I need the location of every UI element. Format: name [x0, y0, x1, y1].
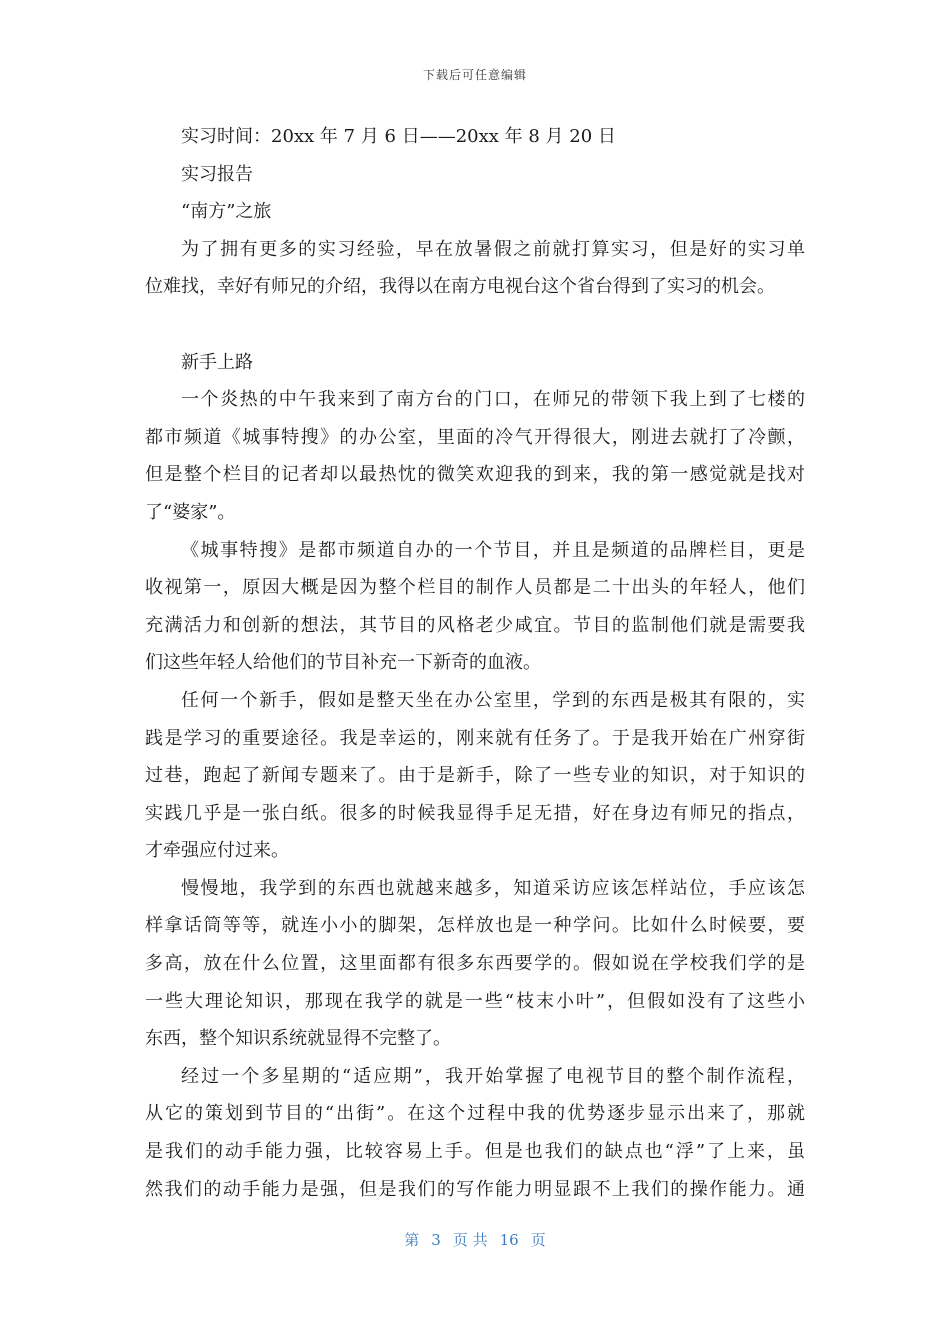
page-label-prefix: 第 — [404, 1231, 420, 1249]
total-pages-number: 16 — [499, 1231, 519, 1249]
section-title-nanfang: “南方”之旅 — [181, 201, 272, 223]
page-footer — [0, 1229, 950, 1250]
paragraph-line: 一个炎热的中午我来到了南方台的门口，在师兄的带领下我上到了七楼的 — [181, 389, 805, 411]
paragraph-line: 了“婆家”。 — [145, 501, 236, 523]
paragraph-line: 过巷，跑起了新闻专题来了。由于是新手，除了一些专业的知识，对于知识的 — [145, 765, 805, 787]
paragraph-line: 《城事特搜》是都市频道自办的一个节目，并且是频道的品牌栏目，更是 — [181, 539, 805, 561]
paragraph-line: 然我们的动手能力是强，但是我们的写作能力明显跟不上我们的操作能力。通 — [145, 1178, 805, 1200]
paragraph-line: 才牵强应付过来。 — [145, 840, 289, 862]
paragraph-line: 实践几乎是一张白纸。很多的时候我显得手足无措，好在身边有师兄的指点， — [145, 802, 805, 824]
paragraph-line: 位难找，幸好有师兄的介绍，我得以在南方电视台这个省台得到了实习的机会。 — [145, 276, 775, 298]
paragraph-line: 从它的策划到节目的“出街”。在这个过程中我的优势逐步显示出来了，那就 — [145, 1103, 805, 1125]
current-page-number: 3 — [431, 1231, 441, 1249]
paragraph-line: 东西，整个知识系统就显得不完整了。 — [145, 1028, 451, 1050]
paragraph-line: 都市频道《城事特搜》的办公室，里面的冷气开得很大，刚进去就打了冷颤， — [145, 426, 805, 448]
internship-period-line: 实习时间：20xx 年 7 月 6 日——20xx 年 8 月 20 日 — [181, 126, 616, 147]
paragraph-line: 任何一个新手，假如是整天坐在办公室里，学到的东西是极其有限的，实 — [181, 689, 805, 711]
document-body — [145, 118, 805, 1208]
paragraph-line: 收视第一，原因大概是因为整个栏目的制作人员都是二十出头的年轻人，他们 — [145, 577, 805, 599]
section-title-newbie: 新手上路 — [181, 351, 253, 373]
paragraph-line: 践是学习的重要途径。我是幸运的，刚来就有任务了。于是我开始在广州穿街 — [145, 727, 805, 749]
report-title-line: 实习报告 — [181, 163, 253, 185]
page-label-suffix: 页 — [530, 1231, 546, 1249]
page-header-note: 下载后可任意编辑 — [422, 68, 527, 82]
paragraph-spacer — [145, 306, 805, 344]
paragraph-line: 是我们的动手能力强，比较容易上手。但是也我们的缺点也“浮”了上来，虽 — [145, 1141, 805, 1163]
paragraph-line: 为了拥有更多的实习经验，早在放暑假之前就打算实习，但是好的实习单 — [181, 238, 805, 260]
paragraph-line: 们这些年轻人给他们的节目补充一下新奇的血液。 — [145, 652, 541, 674]
paragraph-line: 一些大理论知识，那现在我学的就是一些“枝末小叶”，但假如没有了这些小 — [145, 990, 805, 1012]
paragraph-line: 充满活力和创新的想法，其节目的风格老少咸宜。节目的监制他们就是需要我 — [145, 614, 805, 636]
paragraph-line: 多高，放在什么位置，这里面都有很多东西要学的。假如说在学校我们学的是 — [145, 953, 805, 975]
paragraph-line: 样拿话筒等等，就连小小的脚架，怎样放也是一种学问。比如什么时候要，要 — [145, 915, 805, 937]
paragraph-line: 但是整个栏目的记者却以最热忱的微笑欢迎我的到来，我的第一感觉就是找对 — [145, 464, 805, 486]
paragraph-line: 慢慢地，我学到的东西也就越来越多，知道采访应该怎样站位，手应该怎 — [181, 877, 805, 899]
paragraph-line: 经过一个多星期的“适应期”，我开始掌握了电视节目的整个制作流程， — [181, 1065, 805, 1087]
page-label-mid: 页 共 — [452, 1231, 488, 1249]
